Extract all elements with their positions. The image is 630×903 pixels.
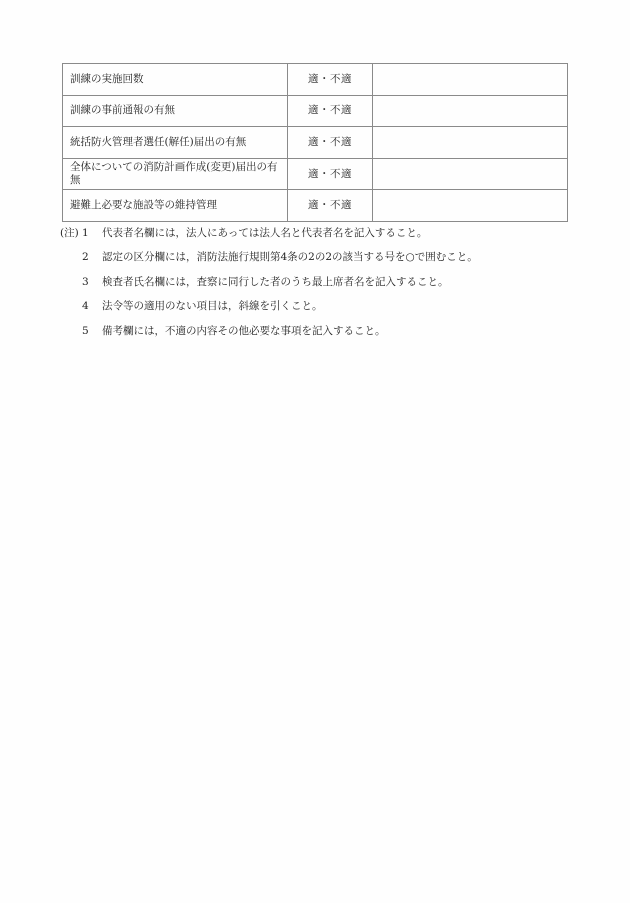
table-row bbox=[63, 64, 568, 96]
table-row bbox=[63, 190, 568, 222]
inspection-check-table bbox=[62, 63, 568, 222]
table-row bbox=[63, 127, 568, 159]
note-text: 代表者名欄には，法人にあっては法人名と代表者名を記入すること。 bbox=[102, 227, 428, 239]
note-item bbox=[60, 251, 600, 275]
item-cell: 訓練の事前通報の有無 bbox=[63, 95, 288, 127]
result-cell[interactable] bbox=[288, 95, 373, 127]
notes-prefix: (注) bbox=[60, 227, 79, 239]
remarks-cell[interactable] bbox=[373, 95, 568, 127]
note-number: 1 bbox=[82, 227, 89, 239]
remarks-cell[interactable] bbox=[373, 190, 568, 222]
note-text: 法令等の適用のない項目は，斜線を引くこと。 bbox=[102, 300, 323, 313]
note-number: 3 bbox=[82, 275, 89, 288]
note-text: 認定の区分欄には，消防法施行規則第4条の2の2の該当する号を○で囲むこと。 bbox=[102, 251, 478, 264]
table-row bbox=[63, 95, 568, 127]
note-item bbox=[60, 276, 600, 300]
result-cell[interactable] bbox=[288, 127, 373, 159]
note-text: 検査者氏名欄には，査察に同行した者のうち最上席者名を記入すること。 bbox=[102, 275, 449, 288]
result-choice: 適・不適 bbox=[308, 72, 352, 85]
result-choice: 適・不適 bbox=[308, 167, 352, 180]
item-cell: 訓練の実施回数 bbox=[63, 64, 288, 96]
note-number: 5 bbox=[82, 324, 89, 337]
result-cell[interactable] bbox=[288, 190, 373, 222]
note-number: 2 bbox=[82, 251, 89, 264]
remarks-cell[interactable] bbox=[373, 64, 568, 96]
note-text: 備考欄には，不適の内容その他必要な事項を記入すること。 bbox=[102, 324, 386, 337]
item-cell: 避難上必要な施設等の維持管理 bbox=[63, 190, 288, 222]
note-item bbox=[60, 300, 600, 324]
result-choice: 適・不適 bbox=[308, 135, 352, 148]
item-cell: 全体についての消防計画作成(変更)届出の有無 bbox=[63, 158, 288, 190]
remarks-cell[interactable] bbox=[373, 158, 568, 190]
result-choice: 適・不適 bbox=[308, 104, 352, 117]
result-choice: 適・不適 bbox=[308, 199, 352, 212]
result-cell[interactable] bbox=[288, 158, 373, 190]
table-row bbox=[63, 158, 568, 190]
remarks-cell[interactable] bbox=[373, 127, 568, 159]
item-cell: 統括防火管理者選任(解任)届出の有無 bbox=[63, 127, 288, 159]
note-item bbox=[60, 325, 600, 349]
note-number: 4 bbox=[82, 300, 89, 313]
note-item bbox=[60, 227, 600, 251]
notes-section bbox=[60, 227, 600, 349]
result-cell[interactable] bbox=[288, 64, 373, 96]
